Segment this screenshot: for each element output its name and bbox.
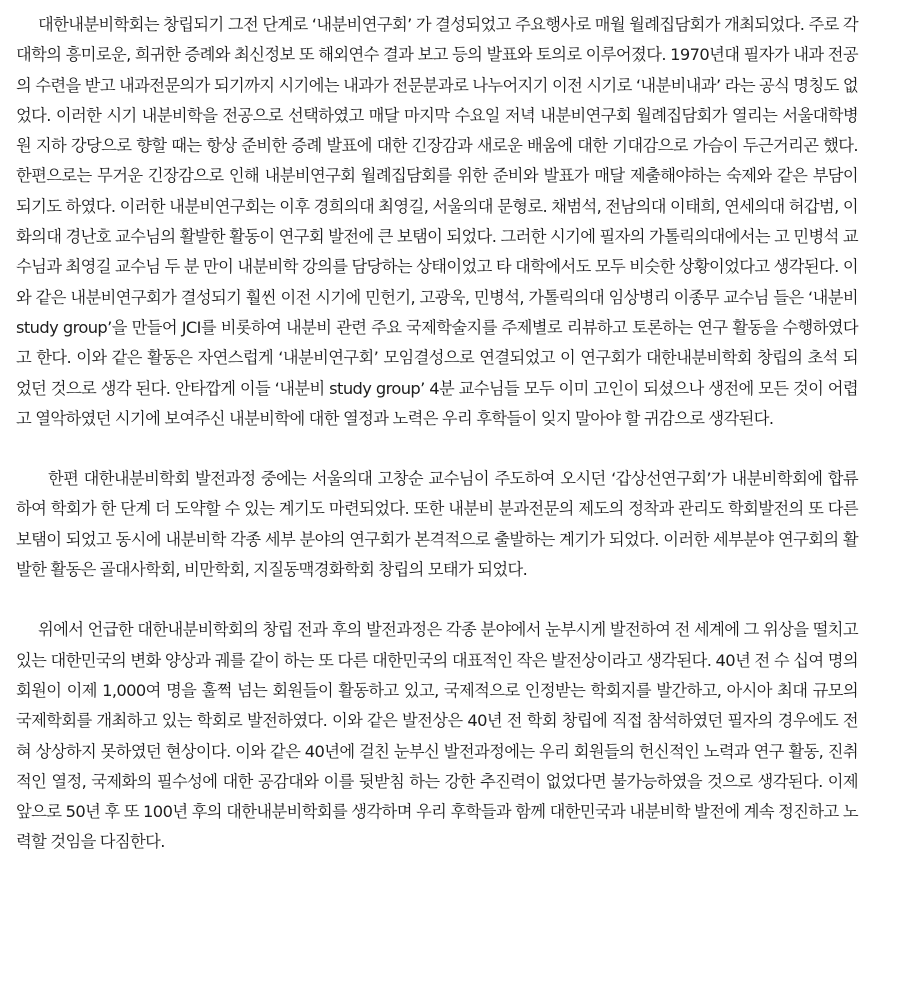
paragraph-history-research-group: 대한내분비학회는 창립되기 그전 단계로 ‘내분비연구회’ 가 결성되었고 주요행사로 매월 월례집담회가 개최되었다. 주로 각 대학의 흥미로운, 희귀한 증례와 최신정보 또 해외연수 결과 보고 등의 발표와 토의로 이루어졌다. 1970년대 필자가 내과 전공의 수련을 받고 내과전문의가 되기까지 시기에는 내과가 전문분과로 나누어지기 이전 시기로 ‘내분비내과’ 라는 공식 명칭도 없었다. 이러한 시기 내분비학을 전공으로 선택하였고 매달 마지막 수요일 저녁 내분비연구회 월례집담회가 열리는 서울대학병원 지하 강당으로 향할 때는 항상 준비한 증례 발표에 대한 긴장감과 새로운 배움에 대한 기대감으로 가슴이 두근거리곤 했다. 한편으로는 무거운 긴장감으로 인해 내분비연구회 월례집담회를 위한 준비와 발표가 매달 제출해야하는 숙제와 같은 부담이 되기도 하였다. 이러한 내분비연구회는 이후 경희의대 최영길, 서울의대 문형로. 채범석, 전남의대 이태희, 연세의대 허갑범, 이화의대 경난호 교수님의 활발한 활동이 연구회 발전에 큰 보탬이 되었다. 그러한 시기에 필자의 가톨릭의대에서는 고 민병석 교수님과 최영길 교수님 두 분 만이 내분비학 강의를 담당하는 상태이었고 타 대학에서도 모두 비슷한 상황이었다고 생각된다. 이와 같은 내분비연구회가 결성되기 훨씬 이전 시기에 민헌기, 고광욱, 민병석, 가톨릭의대 임상병리 이종무 교수님 들은 ‘내분비 study group’을 만들어 JCI를 비롯하여 내분비 관련 주요 국제학술지를 주제별로 리뷰하고 토론하는 연구 활동을 수행하였다고 한다. 이와 같은 활동은 자연스럽게 ‘내분비연구회’ 모임결성으로 연결되었고 이 연구회가 대한내분비학회 창립의 초석 되었던 것으로 생각 된다. 안타깝게 이들 ‘내분비 study group’ 4분 교수님들 모두 이미 고인이 되셨으나 생전에 모든 것이 어렵고 열악하였던 시기에 보여주신 내분비학에 대한 열정과 노력은 우리 후학들이 잊지 말아야 할 귀감으로 생각된다. [16,15,858,428]
paragraph-society-development: 한편 대한내분비학회 발전과정 중에는 서울의대 고창순 교수님이 주도하여 오시던 ‘갑상선연구회’가 내분비학회에 합류하여 학회가 한 단계 더 도약할 수 있는 계기도 마련되었다. 또한 내분비 분과전문의 제도의 정착과 관리도 학회발전의 또 다른 보탬이 되었고 동시에 내분비학 각종 세부 분야의 연구회가 본격적으로 출발하는 계기가 되었다. 이러한 세부분야 연구회의 활발한 활동은 골대사학회, 비만학회, 지질동맥경화학회 창립의 모태가 되었다. [16,469,858,580]
paragraph-future-outlook: 위에서 언급한 대한내분비학회의 창립 전과 후의 발전과정은 각종 분야에서 눈부시게 발전하여 전 세계에 그 위상을 떨치고 있는 대한민국의 변화 양상과 궤를 같이 하는 또 다른 대한민국의 대표적인 작은 발전상이라고 생각된다. 40년 전 수 십여 명의 회원이 이제 1,000여 명을 훌쩍 넘는 회원들이 활동하고 있고, 국제적으로 인정받는 학회지를 발간하고, 아시아 최대 규모의 국제학회를 개최하고 있는 학회로 발전하였다. 이와 같은 발전상은 40년 전 학회 창립에 직접 참석하였던 필자의 경우에도 전혀 상상하지 못하였던 현상이다. 이와 같은 40년에 걸친 눈부신 발전과정에는 우리 회원들의 헌신적인 노력과 연구 활동, 진취적인 열정, 국제화의 필수성에 대한 공감대와 이를 뒷받침 하는 강한 추진력이 없었다면 불가능하였을 것으로 생각된다. 이제 앞으로 50년 후 또 100년 후의 대한내분비학회를 생각하며 우리 후학들과 함께 대한민국과 내분비학 발전에 계속 정진하고 노력할 것임을 다짐한다. [16,620,858,852]
document-body [16,10,858,858]
